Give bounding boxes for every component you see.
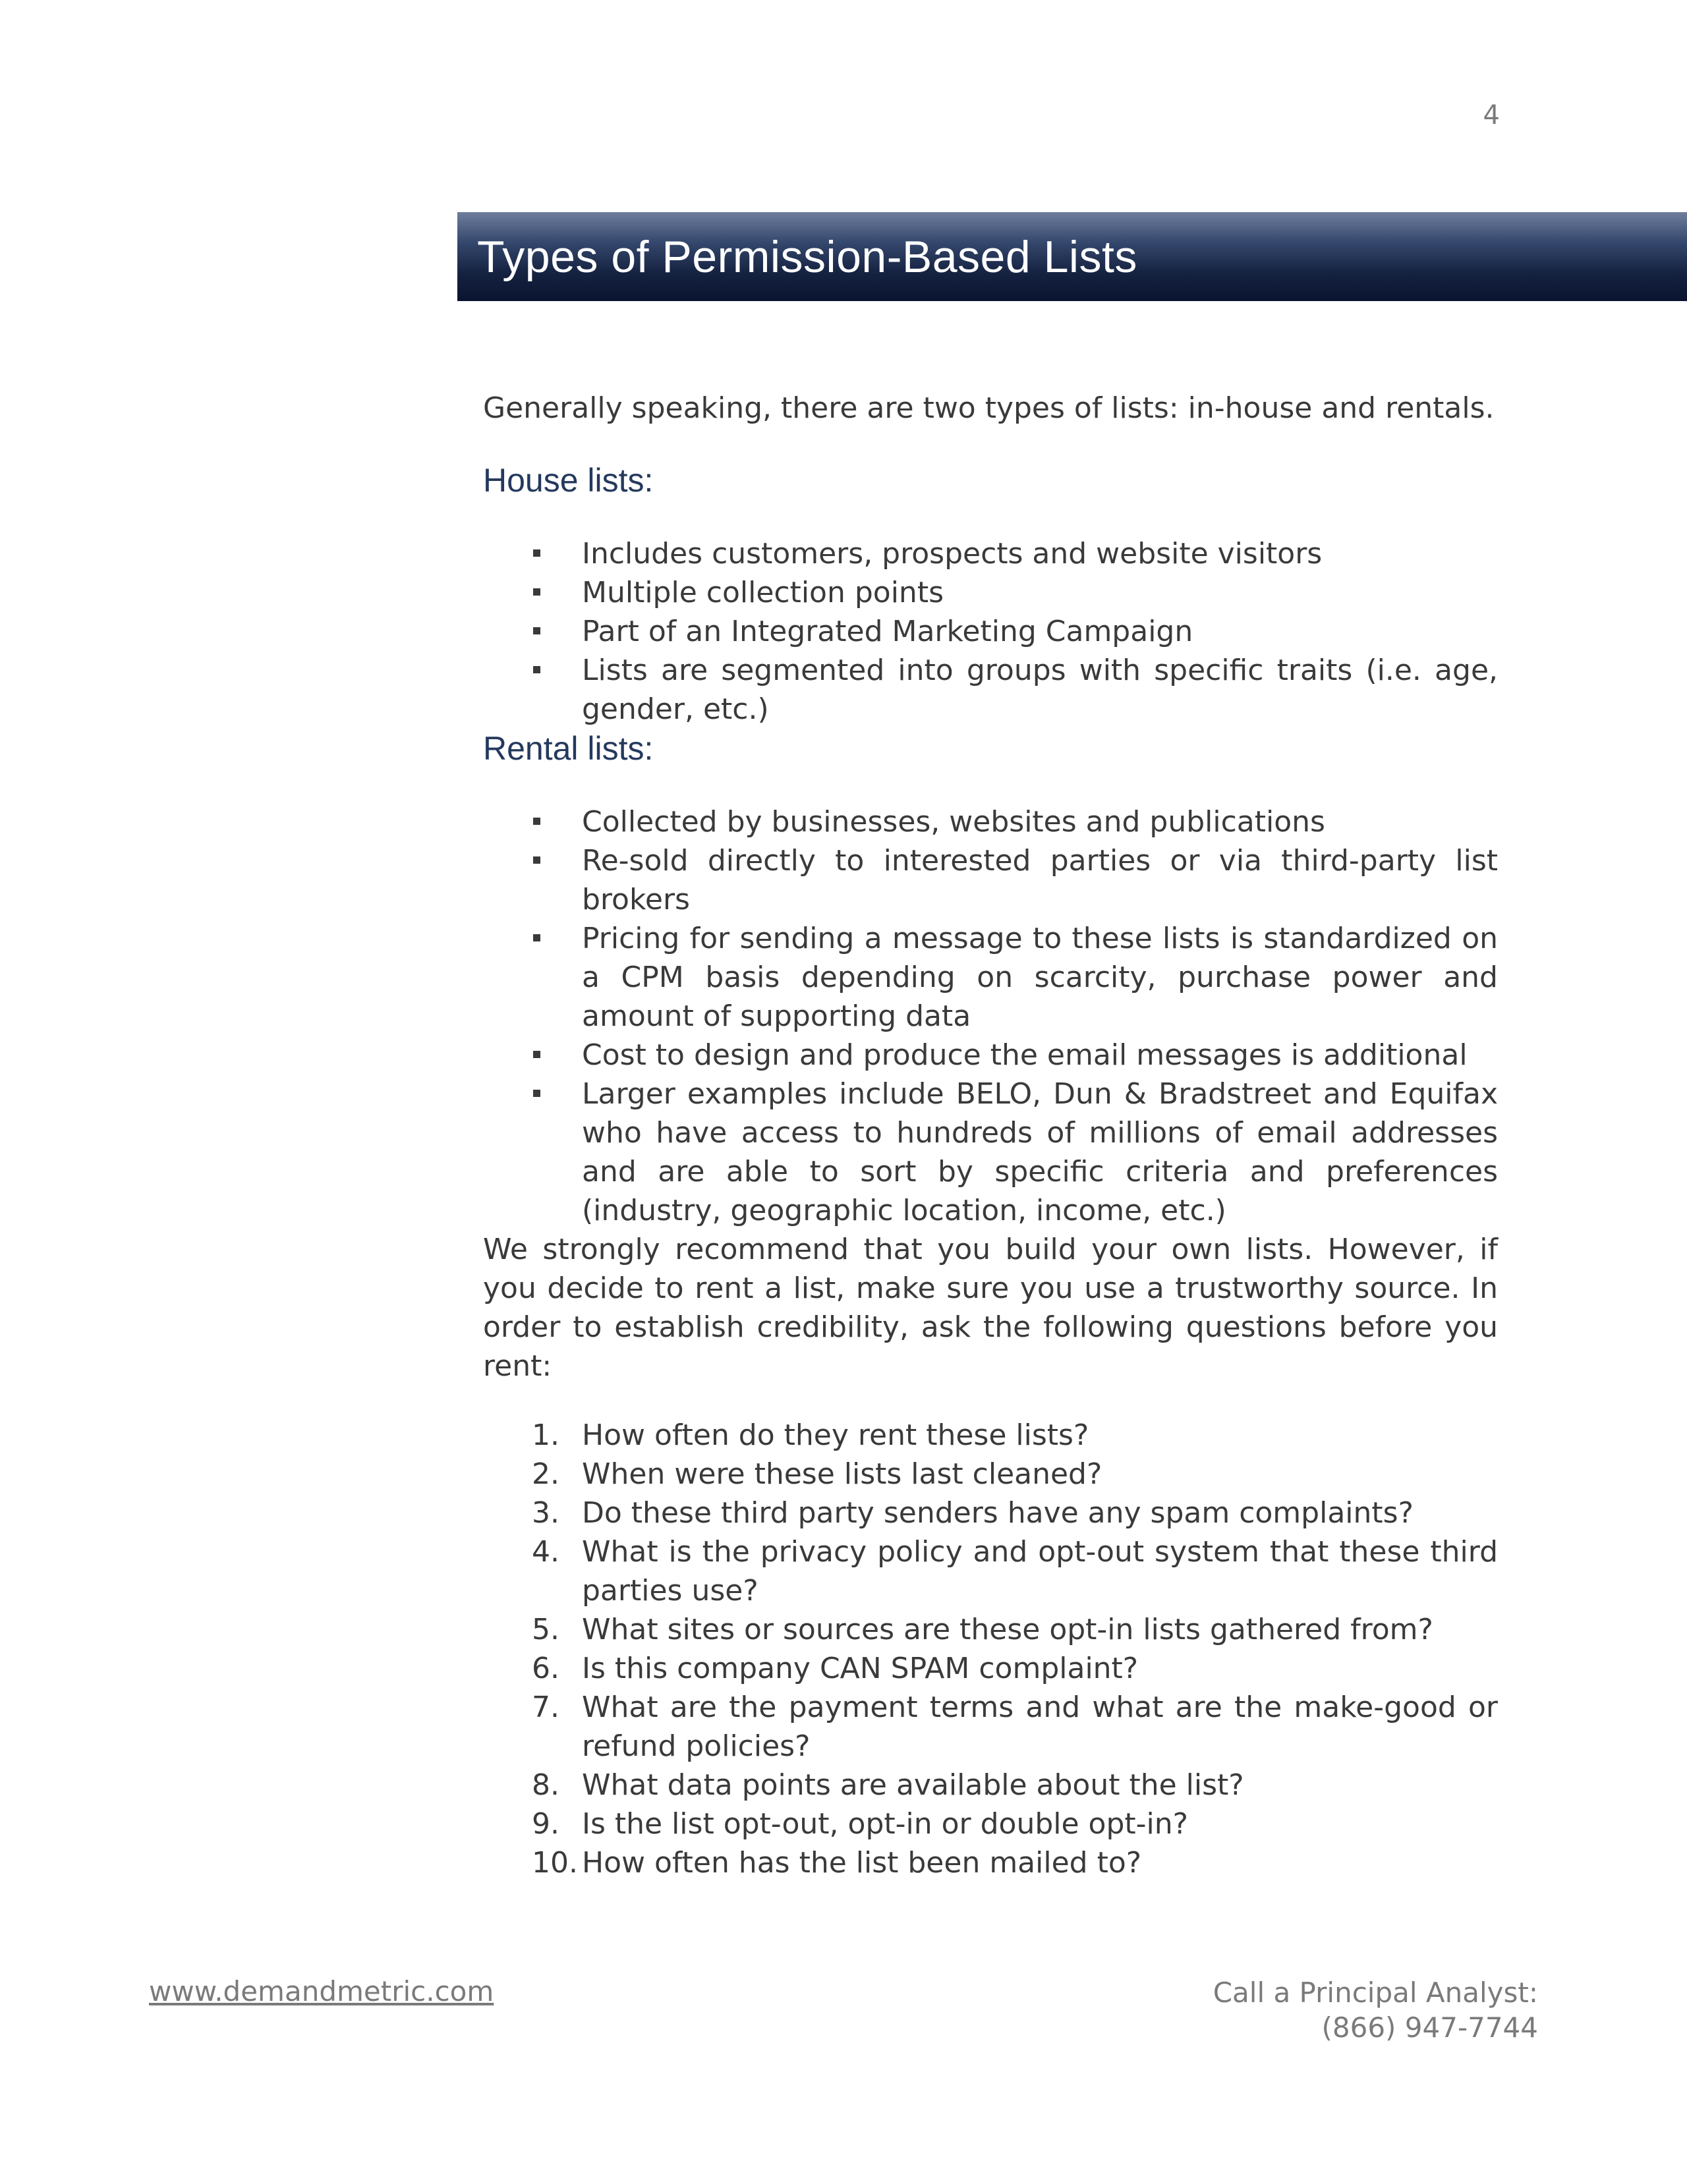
section-title-bar [457,212,1687,301]
page-number: 4 [1483,100,1500,130]
bullet-square-icon [533,818,540,825]
list-item: Cost to design and produce the email messages is additional [483,1036,1498,1075]
list-item: Includes customers, prospects and website visitors [483,534,1498,573]
bullet-square-icon [533,1090,540,1097]
list-number: 3. [532,1496,559,1530]
list-item: Multiple collection points [483,573,1498,612]
list-number: 6. [532,1652,559,1685]
list-item: 7. What are the payment terms and what are the make-good or refund policies? [483,1688,1498,1766]
house-lists-heading: House lists: [483,462,654,499]
bullet-square-icon [533,856,540,864]
list-item: 10. How often has the list been mailed to? [483,1843,1498,1882]
list-number: 8. [532,1768,559,1802]
recommendation-paragraph: We strongly recommend that you build your own lists. However, if you decide to rent a list, make sure you use a trustworthy source. In order to establish credibility, ask the following questions before you rent: [483,1233,1498,1383]
bullet-square-icon [533,1051,540,1058]
list-item: 5. What sites or sources are these opt-in lists gathered from? [483,1610,1498,1649]
intro-paragraph: Generally speaking, there are two types of lists: in-house and rentals. [483,391,1495,425]
list-item: Larger examples include BELO, Dun & Bradstreet and Equifax who have access to hundreds of millions of email addresses and are able to sort by specific criteria and preferences (industry, geographic location, income, etc.) [483,1075,1498,1230]
list-number: 2. [532,1457,559,1491]
list-item: Part of an Integrated Marketing Campaign [483,612,1498,651]
list-item: 3. Do these third party senders have any spam complaints? [483,1494,1498,1532]
bullet-square-icon [533,549,540,557]
document-body [483,389,1498,1882]
list-item: Re-sold directly to interested parties or via third-party list brokers [483,841,1498,919]
bullet-square-icon [533,934,540,941]
list-item: 2. When were these lists last cleaned? [483,1455,1498,1494]
list-item: 8. What data points are available about the list? [483,1766,1498,1805]
rental-lists-heading: Rental lists: [483,730,654,767]
website-link[interactable]: www.demandmetric.com [149,1975,494,2007]
list-item: Pricing for sending a message to these lists is standardized on a CPM basis depending on scarcity, purchase power and amount of supporting data [483,919,1498,1036]
list-number: 5. [532,1613,559,1646]
phone-number: (866) 947-7744 [1321,2011,1538,2044]
list-item: 4. What is the privacy policy and opt-out system that these third parties use? [483,1532,1498,1610]
list-item: Lists are segmented into groups with specific traits (i.e. age, gender, etc.) [483,651,1498,729]
house-lists-bullets [483,534,1498,729]
list-item: 6. Is this company CAN SPAM complaint? [483,1649,1498,1688]
call-analyst-label: Call a Principal Analyst: [1213,1976,1538,2009]
list-number: 1. [532,1418,559,1452]
rental-lists-bullets [483,802,1498,1230]
footer-contact [1213,1975,1538,2045]
questions-list [483,1416,1498,1882]
bullet-square-icon [533,588,540,596]
list-item: 9. Is the list opt-out, opt-in or double opt-in? [483,1805,1498,1843]
list-number: 7. [532,1691,559,1724]
list-number: 9. [532,1807,559,1841]
bullet-square-icon [533,627,540,634]
page-title: Types of Permission-Based Lists [477,231,1137,282]
list-number: 10. [532,1846,578,1880]
list-item: 1. How often do they rent these lists? [483,1416,1498,1455]
list-item: Collected by businesses, websites and publications [483,802,1498,841]
list-number: 4. [532,1535,559,1569]
bullet-square-icon [533,666,540,673]
